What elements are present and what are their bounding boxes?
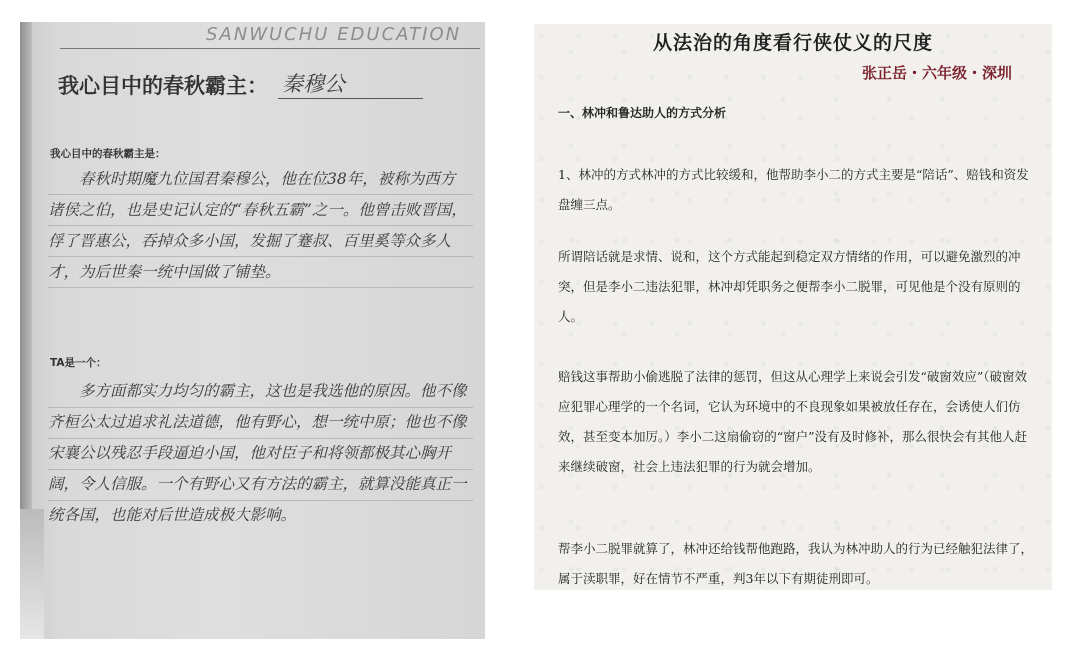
handwritten-text-1: 春秋时期魔九位国君秦穆公，他在位38年，被称为西方诸侯之伯，也是史记认定的“春秋五霸”之一。他曾击败晋国，俘了晋惠公，吞掉众多小国，发掘了蹇叔、百里奚等众多人才，为后世秦一统中国做了铺垫。 (48, 170, 467, 281)
essay-paragraph: 1、林冲的方式林冲的方式比较缓和，他帮助李小二的方式主要是“陪话”、赔钱和资发盘缠三点。 (558, 167, 1029, 212)
section-label-2: TA是一个： (50, 357, 107, 369)
notebook-title-answer: 秦穆公 (282, 72, 345, 96)
page-corner (20, 509, 44, 639)
handwritten-text-2: 多方面都实力均匀的霸主，这也是我选他的原因。他不像齐桓公太过追求礼法道德，他有野心，想一统中原；他也不像宋襄公以残忍手段逼迫小国，他对臣子和将领都极其心胸开阔，令人信服。一个有野心又有方法的霸主，就算没能真正一统各国，也能对后世造成极大影响。 (48, 382, 467, 524)
notebook-photo (20, 22, 485, 639)
essay-paragraph: 赔钱这事帮助小偷逃脱了法律的惩罚，但这从心理学上来说会引发“破窗效应”（破窗效应犯罪心理学的一个名词，它认为环境中的不良现象如果被放任存在，会诱使人们仿效，甚至变本加厉。）李小二这扇偷窃的“窗户”没有及时修补，那么很快会有其他人赶来继续破窗，社会上违法犯罪的行为就会增加。 (558, 369, 1028, 474)
essay-paragraph: 所谓陪话就是求情、说和，这个方式能起到稳定双方情绪的作用，可以避免激烈的冲突，但是李小二违法犯罪，林冲却凭职务之便帮李小二脱罪，可见他是个没有原则的人。 (558, 249, 1021, 324)
notebook-title: 我心目中的春秋霸主： (58, 74, 268, 98)
section-label-1: 我心目中的春秋霸主是： (50, 148, 166, 160)
essay-paragraph: 帮李小二脱罪就算了，林冲还给钱帮他跑路，我认为林冲助人的行为已经触犯法律了，属于渎职罪，好在情节不严重，判3年以下有期徒刑即可。 (558, 541, 1034, 586)
essay-page (534, 24, 1052, 590)
divider (60, 48, 480, 49)
essay-section-heading: 一、林冲和鲁达助人的方式分析 (558, 106, 727, 120)
answer-underline (278, 98, 423, 99)
essay-title: 从法治的角度看行侠仗义的尺度 (652, 32, 933, 54)
essay-author: 张正岳・六年级・深圳 (861, 64, 1012, 82)
notebook-brand: SANWUCHU EDUCATION (206, 24, 462, 45)
